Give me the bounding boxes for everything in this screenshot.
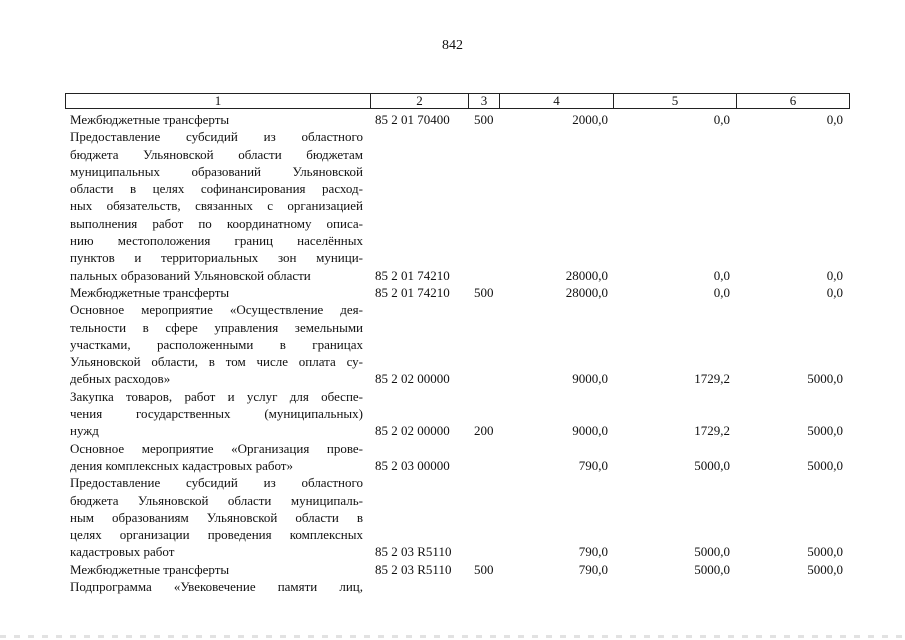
row-code: 85 2 02 00000 — [375, 371, 450, 387]
row-description — [70, 284, 363, 301]
row-value-col6: 5000,0 — [807, 544, 843, 560]
scan-edge-artifact — [0, 635, 905, 638]
header-col-6: 6 — [736, 94, 849, 108]
description-line: чения государственных (муниципальных) — [70, 406, 363, 422]
row-value-col4: 28000,0 — [565, 285, 608, 300]
row-value-col5: 5000,0 — [694, 561, 730, 577]
table-row — [0, 388, 905, 440]
description-line: пальных образований Ульяновской области — [70, 267, 311, 283]
table-row — [0, 474, 905, 561]
row-value-col6: 0,0 — [826, 112, 843, 127]
row-value-col4: 790,0 — [578, 457, 608, 473]
row-expense-type: 500 — [474, 285, 494, 300]
row-value-col6: 5000,0 — [807, 561, 843, 577]
description-line: Ульяновской области, в том числе оплата су- — [70, 354, 363, 370]
row-value-col4: 9000,0 — [572, 371, 608, 387]
header-col-2: 2 — [370, 94, 468, 108]
row-code: 85 2 01 74210 — [375, 267, 450, 283]
row-code: 85 2 03 00000 — [375, 457, 450, 473]
table-row — [0, 111, 905, 128]
header-col-4: 4 — [499, 94, 613, 108]
row-description — [70, 578, 363, 595]
description-line: дебных расходов» — [70, 371, 171, 387]
table-header-row — [65, 93, 850, 109]
row-code: 85 2 01 70400 — [375, 112, 450, 127]
row-value-col5: 0,0 — [713, 112, 730, 127]
row-value-col4: 790,0 — [578, 561, 608, 577]
description-line: пунктов и территориальных зон муници- — [70, 250, 363, 266]
row-value-col4: 2000,0 — [572, 112, 608, 127]
description-line: бюджета Ульяновской области муниципаль- — [70, 492, 363, 508]
row-value-col6: 5000,0 — [807, 423, 843, 439]
row-code: 85 2 03 R5110 — [375, 561, 452, 577]
row-expense-type: 200 — [474, 423, 494, 439]
row-code: 85 2 01 74210 — [375, 285, 450, 300]
description-line: ных обязательств, связанных с организацией — [70, 198, 363, 214]
description-line: Предоставление субсидий из областного — [70, 129, 363, 145]
description-line: кадастровых работ — [70, 544, 175, 560]
row-description — [70, 388, 363, 440]
description-line: Подпрограмма «Увековечение памяти лиц, — [70, 579, 363, 595]
row-value-col6: 0,0 — [826, 267, 843, 283]
description-line: области в целях софинансирования расход- — [70, 181, 363, 197]
row-value-col4: 9000,0 — [572, 423, 608, 439]
row-value-col5: 5000,0 — [694, 544, 730, 560]
description-line: целях организации проведения комплексных — [70, 527, 363, 543]
description-line: нужд — [70, 423, 99, 439]
row-description — [70, 111, 363, 128]
row-value-col5: 1729,2 — [694, 371, 730, 387]
row-description — [70, 440, 363, 475]
description-line: Межбюджетные трансферты — [70, 561, 230, 577]
row-value-col5: 1729,2 — [694, 423, 730, 439]
description-line: Основное мероприятие «Осуществление дея- — [70, 302, 363, 318]
description-line: ным образованиям Ульяновской области в — [70, 509, 363, 525]
description-line: Основное мероприятие «Организация прове- — [70, 440, 363, 456]
row-value-col6: 0,0 — [826, 285, 843, 300]
row-value-col4: 790,0 — [578, 544, 608, 560]
row-value-col6: 5000,0 — [807, 371, 843, 387]
description-line: Межбюджетные трансферты — [70, 112, 230, 127]
table-row — [0, 440, 905, 475]
row-code: 85 2 02 00000 — [375, 423, 450, 439]
description-line: бюджета Ульяновской области бюджетам — [70, 146, 363, 162]
table-row — [0, 128, 905, 284]
description-line: нию местоположения границ населённых — [70, 233, 363, 249]
description-line: муниципальных образований Ульяновской — [70, 163, 363, 179]
header-col-3: 3 — [468, 94, 499, 108]
table-row — [0, 284, 905, 301]
description-line: тельности в сфере управления земельными — [70, 319, 363, 335]
row-description — [70, 301, 363, 387]
row-value-col6: 5000,0 — [807, 457, 843, 473]
header-col-1: 1 — [214, 93, 222, 108]
header-col-5: 5 — [613, 94, 736, 108]
table-row — [0, 561, 905, 578]
description-line: Предоставление субсидий из областного — [70, 475, 363, 491]
row-description — [70, 474, 363, 560]
table-row — [0, 301, 905, 388]
row-code: 85 2 03 R5110 — [375, 544, 452, 560]
description-line: участками, расположенными в границах — [70, 336, 363, 352]
row-expense-type: 500 — [474, 561, 494, 577]
page-number: 842 — [442, 38, 463, 53]
row-expense-type: 500 — [474, 112, 494, 127]
table-row — [0, 578, 905, 595]
row-value-col5: 5000,0 — [694, 457, 730, 473]
row-description — [70, 128, 363, 284]
row-value-col5: 0,0 — [713, 285, 730, 300]
row-value-col5: 0,0 — [713, 267, 730, 283]
description-line: Межбюджетные трансферты — [70, 285, 230, 300]
description-line: выполнения работ по координатному описа- — [70, 215, 363, 231]
description-line: дения комплексных кадастровых работ» — [70, 457, 293, 473]
row-description — [70, 561, 363, 578]
row-value-col4: 28000,0 — [565, 267, 608, 283]
description-line: Закупка товаров, работ и услуг для обеспе- — [70, 388, 363, 404]
